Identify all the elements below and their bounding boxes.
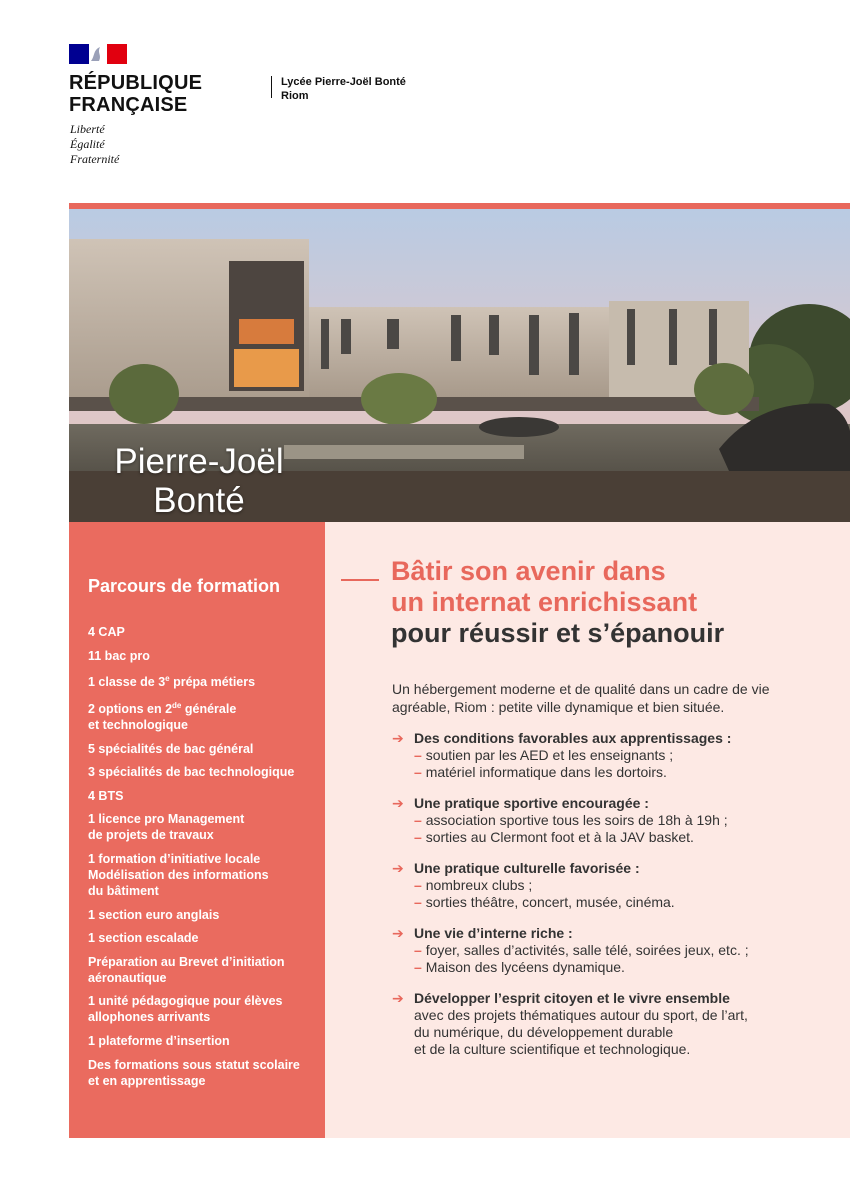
feature-sub xyxy=(414,877,832,894)
heading-line-1: Bâtir son avenir dans xyxy=(391,556,666,586)
republic-motto xyxy=(70,122,119,167)
feature-sub-text: sorties théâtre, concert, musée, cinéma. xyxy=(425,894,675,910)
dash-bullet-icon: – xyxy=(414,942,422,958)
list-item-text: 2 options en 2 xyxy=(88,702,173,717)
list-item xyxy=(88,698,320,733)
heading-line-3: pour réussir et s’épanouir xyxy=(391,618,725,648)
list-item: 1 formation d’initiative locale Modélisation des informations du bâtiment xyxy=(88,852,269,899)
feature-sub-text: matériel informatique dans les dortoirs. xyxy=(425,764,667,780)
training-list xyxy=(88,624,320,1096)
dash-bullet-icon: – xyxy=(414,764,422,780)
republic-line-1: RÉPUBLIQUE xyxy=(69,72,203,94)
school-name: Lycée Pierre-Joël Bonté xyxy=(281,76,406,88)
feature-item xyxy=(392,795,832,846)
ordinal-sup: e xyxy=(165,674,170,684)
list-item: 11 bac pro xyxy=(88,648,150,663)
arrow-right-icon: ➔ xyxy=(392,990,404,1006)
list-item: 1 licence pro Management de projets de travaux xyxy=(88,812,245,843)
feature-head: Une pratique sportive encouragée : xyxy=(414,795,649,811)
feature-item xyxy=(392,730,832,781)
list-item: 5 spécialités de bac général xyxy=(88,741,254,756)
dash-bullet-icon: – xyxy=(414,877,422,893)
list-item: 1 section euro anglais xyxy=(88,907,220,922)
list-item: Préparation au Brevet d’initiation aéronautique xyxy=(88,954,285,985)
arrow-right-icon: ➔ xyxy=(392,730,404,746)
motto-fraternite: Fraternité xyxy=(70,152,120,166)
list-item: Des formations sous statut scolaire et en apprentissage xyxy=(88,1057,300,1088)
feature-sub-text: association sportive tous les soirs de 18h à 19h ; xyxy=(425,812,728,828)
boarding-features xyxy=(392,730,832,1072)
feature-item xyxy=(392,860,832,911)
dash-bullet-icon: – xyxy=(414,812,422,828)
feature-sub xyxy=(414,747,832,764)
ordinal-sup: de xyxy=(172,700,182,710)
arrow-right-icon: ➔ xyxy=(392,795,404,811)
feature-text: avec des projets thématiques autour du sport, de l’art, du numérique, du développement durable et de la culture scientifique et technologique. xyxy=(414,1007,748,1057)
feature-head: Une vie d’interne riche : xyxy=(414,925,573,941)
feature-sub xyxy=(414,959,832,976)
feature-sub xyxy=(414,764,832,781)
feature-head: Une pratique culturelle favorisée : xyxy=(414,860,640,876)
feature-sub-text: sorties au Clermont foot et à la JAV basket. xyxy=(425,829,694,845)
motto-liberte: Liberté xyxy=(70,122,105,136)
feature-sub-text: Maison des lycéens dynamique. xyxy=(425,959,625,975)
list-item: 1 plateforme d’insertion xyxy=(88,1034,230,1049)
boarding-intro: Un hébergement moderne et de qualité dans un cadre de vie agréable, Riom : petite ville dynamique et bien située. xyxy=(392,681,770,715)
feature-sub-text: foyer, salles d’activités, salle télé, soirées jeux, etc. ; xyxy=(425,942,749,958)
school-info xyxy=(281,75,406,103)
training-panel-title: Parcours de formation xyxy=(88,576,281,596)
list-item: 1 section escalade xyxy=(88,931,199,946)
dash-bullet-icon: – xyxy=(414,959,422,975)
hero-title-line-2: Bonté xyxy=(153,481,245,520)
feature-sub-text: soutien par les AED et les enseignants ; xyxy=(425,747,674,763)
hero-title xyxy=(84,442,314,520)
school-city: Riom xyxy=(281,90,309,102)
list-item: 4 CAP xyxy=(88,625,125,639)
feature-sub xyxy=(414,812,832,829)
marianne-flag-logo xyxy=(69,44,127,64)
feature-sub xyxy=(414,829,832,846)
dash-bullet-icon: – xyxy=(414,894,422,910)
feature-item xyxy=(392,925,832,976)
header-separator xyxy=(271,76,272,98)
republique-francaise-label xyxy=(69,72,202,116)
arrow-right-icon: ➔ xyxy=(392,860,404,876)
boarding-heading xyxy=(391,556,724,649)
arrow-right-icon: ➔ xyxy=(392,925,404,941)
dash-bullet-icon: – xyxy=(414,829,422,845)
feature-head: Développer l’esprit citoyen et le vivre ensemble xyxy=(414,990,730,1006)
list-item xyxy=(88,671,320,690)
list-item: 3 spécialités de bac technologique xyxy=(88,765,295,780)
heading-line-2: un internat enrichissant xyxy=(391,587,698,617)
dash-bullet-icon: – xyxy=(414,747,422,763)
list-item: 4 BTS xyxy=(88,788,124,803)
list-item-rest: prépa métiers xyxy=(169,675,256,690)
list-item-text: 1 classe de 3 xyxy=(88,675,166,690)
feature-head: Des conditions favorables aux apprentissages : xyxy=(414,730,732,746)
feature-sub xyxy=(414,894,832,911)
list-item-rest: générale et technologique xyxy=(88,702,237,733)
feature-sub xyxy=(414,942,832,959)
feature-sub-text: nombreux clubs ; xyxy=(425,877,533,893)
feature-item xyxy=(392,990,832,1058)
motto-egalite: Égalité xyxy=(70,137,105,151)
heading-dash xyxy=(341,579,379,581)
republic-line-2: FRANÇAISE xyxy=(69,94,188,116)
hero-title-line-1: Pierre-Joël xyxy=(114,442,284,481)
list-item: 1 unité pédagogique pour élèves allophones arrivants xyxy=(88,994,283,1025)
